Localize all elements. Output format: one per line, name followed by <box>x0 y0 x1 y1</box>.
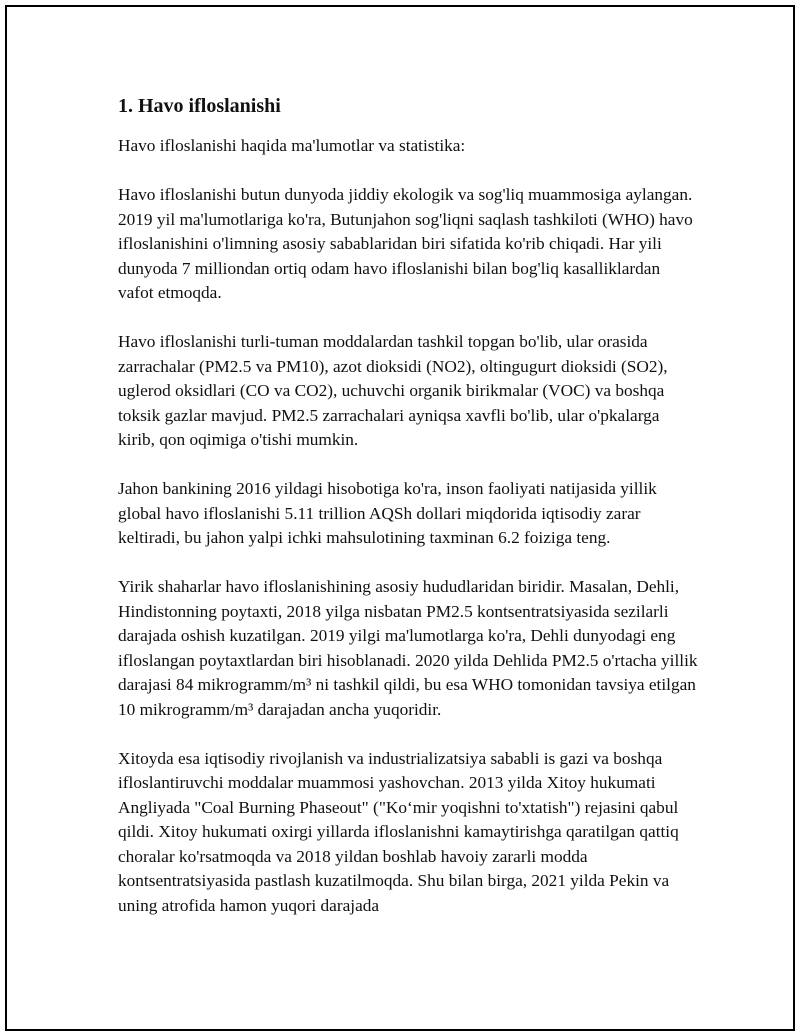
section-heading: 1. Havo ifloslanishi <box>118 95 281 117</box>
paragraph-china: Xitoyda esa iqtisodiy rivojlanish va industrializatsiya sababli is gazi va boshqa ifloslantiruvchi moddalar muammosi yashovchan. 2013 yilda Xitoy hukumati Angliyada "Coal Burning Phaseout" ("Ko‘mir yoqishni to'xtatish") rejasini qabul qildi. Xitoy hukumati oxirgi yillarda ifloslanishni kamaytirishga qaratilgan qattiq choralar ko'rsatmoqda va 2018 yildan boshlab havoiy zararli modda kontsentratsiyasida pastlash kuzatilmoqda. Shu bilan birga, 2021 yilda Pekin va uning atrofida hamon yuqori darajada <box>118 748 679 915</box>
paragraph-economic-damage: Jahon bankining 2016 yildagi hisobotiga ko'ra, inson faoliyati natijasida yillik global havo ifloslanishi 5.11 trillion AQSh dollari miqdorida iqtisodiy zarar keltiradi, bu jahon yalpi ichki mahsulotining taxminan 6.2 foiziga teng. <box>118 479 657 547</box>
paragraph-delhi: Yirik shaharlar havo ifloslanishining asosiy hududlaridan biridir. Masalan, Dehli, Hindistonning poytaxti, 2018 yilga nisbatan PM2.5 kontsentratsiyasida sezilarli darajada oshish kuzatilgan. 2019 yilgi ma'lumotlarga ko'ra, Dehli dunyodagi eng ifloslangan poytaxtlardan biri hisoblanadi. 2020 yilda Dehlida PM2.5 o'rtacha yillik darajasi 84 mikrogramm/m³ ni tashkil qildi, bu esa WHO tomonidan tavsiya etilgan 10 mikrogramm/m³ darajadan ancha yuqoridir. <box>118 577 698 719</box>
paragraph-who-statistics: Havo ifloslanishi butun dunyoda jiddiy ekologik va sog'liq muammosiga aylangan. 2019 yil ma'lumotlariga ko'ra, Butunjahon sog'liqni saqlash tashkiloti (WHO) havo ifloslanishini o'limning asosiy sabablaridan biri sifatida ko'rib chiqadi. Har yili dunyoda 7 milliondan ortiq odam havo ifloslanishi bilan bog'liq kasalliklardan vafot etmoqda. <box>118 185 693 302</box>
document-body <box>118 92 698 943</box>
paragraph-pollutants: Havo ifloslanishi turli-tuman moddalardan tashkil topgan bo'lib, ular orasida zarrachalar (PM2.5 va PM10), azot dioksidi (NO2), oltingugurt dioksidi (SO2), uglerod oksidlari (CO va CO2), uchuvchi organik birikmalar (VOC) va boshqa toksik gazlar mavjud. PM2.5 zarrachalari ayniqsa xavfli bo'lib, ular o'pkalarga kirib, qon oqimiga o'tishi mumkin. <box>118 332 668 449</box>
intro-paragraph: Havo ifloslanishi haqida ma'lumotlar va statistika: <box>118 136 466 155</box>
